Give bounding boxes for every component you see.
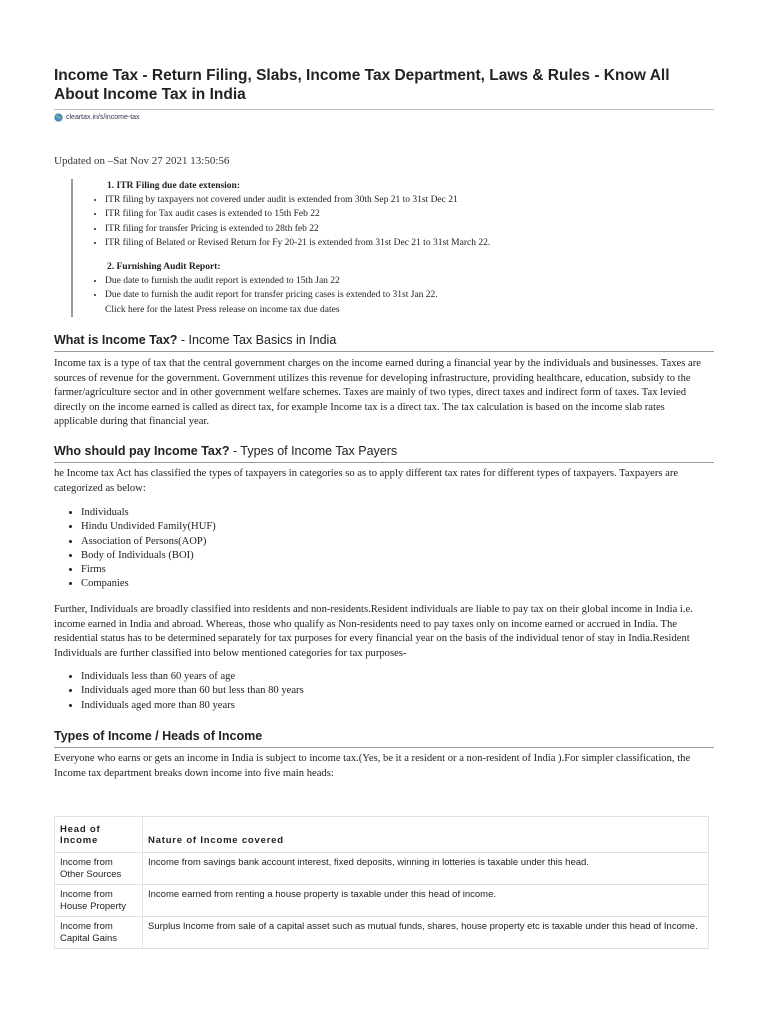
list-item: • Due date to furnish the audit report is extended to 15th Jan 22 (105, 274, 731, 288)
page-title: Income Tax - Return Filing, Slabs, Income Tax Department, Laws & Rules - Know All About Income Tax in India (54, 67, 670, 103)
source-link[interactable] (54, 113, 140, 122)
heading-main: What is Income Tax? (54, 333, 178, 347)
list-item: • ITR filing by taxpayers not covered under audit is extended from 30th Sep 21 to 31st Dec 21 (105, 193, 731, 207)
residency-paragraph: Further, Individuals are broadly classified into residents and non-residents.Resident individuals are liable to pay tax on their global income in India i.e. income earned in India and abroad. Whereas, those who qualify as Non-residents need to pay taxes only on income earned or accrued in India. The residential status has to be determined separately for tax purposes for every financial year on the basis of the individual tenor of stay in India.Resident Individuals are further classified into below mentioned categories for tax purposes- (54, 604, 693, 659)
heading-main: Who should pay Income Tax? (54, 444, 230, 458)
list-item: • Individuals less than 60 years of age (81, 670, 304, 684)
who-paragraph: he Income tax Act has classified the types of taxpayers in categories so as to apply different tax rates for different types of taxpayers. Taxpayers are categorized as below: (54, 468, 679, 494)
notice-list-1 (91, 193, 731, 250)
section-heading-types (54, 729, 714, 748)
table-cell: Income from savings bank account interest, fixed deposits, winning in lotteries is taxable under this head. (143, 853, 709, 885)
column-header: Nature of Income covered (143, 817, 709, 853)
column-header: Head of Income (55, 817, 143, 853)
list-item: • Individuals (81, 506, 216, 520)
age-categories-list (54, 670, 304, 713)
list-item: • Firms (81, 563, 216, 577)
table-cell: Surplus Income from sale of a capital asset such as mutual funds, shares, house property etc is taxable under this head of Income. (143, 917, 709, 949)
list-item: • Due date to furnish the audit report for transfer pricing cases is extended to 31st Jan 22. (105, 288, 731, 302)
updated-timestamp: Updated on –Sat Nov 27 2021 13:50:56 (54, 155, 230, 167)
notice-list-2 (91, 274, 731, 302)
globe-icon (54, 113, 63, 122)
notice-heading-1: 1. ITR Filing due date extension: (107, 181, 241, 191)
table-row (55, 917, 709, 949)
source-link-text: cleartax.in/s/income-tax (66, 114, 140, 121)
due-date-notice (71, 179, 731, 317)
table-cell: Income from Other Sources (55, 853, 143, 885)
what-paragraph: Income tax is a type of tax that the central government charges on the income earned during a financial year by the individuals and businesses. Taxes are sources of revenue for the government. Government utilizes this revenue for developing infrastructure, providing healthcare, education, subsidy to the farmer/agriculture sector and in other government welfare schemes. Taxes are mainly of two types, direct taxes and indirect form of taxes. Tax levied directly on the income earned is called as direct tax, for example Income tax is a direct tax. The tax calculation is based on the income slab rates applicable during that financial year. (54, 358, 701, 427)
heading-main: Types of Income / Heads of Income (54, 729, 263, 743)
notice-heading-2: 2. Furnishing Audit Report: (107, 262, 221, 273)
list-item: • Association of Persons(AOP) (81, 535, 216, 549)
table-row (55, 885, 709, 917)
list-item: • Individuals aged more than 80 years (81, 699, 304, 713)
section-heading-what (54, 333, 714, 352)
heading-sub: - Income Tax Basics in India (177, 333, 337, 347)
section-heading-who (54, 444, 714, 463)
heading-sub: - Types of Income Tax Payers (229, 444, 398, 458)
press-release-link[interactable]: Click here for the latest Press release on income tax due dates (105, 304, 340, 315)
table-cell: Income earned from renting a house property is taxable under this head of income. (143, 885, 709, 917)
list-item: • ITR filing for Tax audit cases is extended to 15th Feb 22 (105, 207, 731, 221)
list-item: • Companies (81, 577, 216, 591)
types-paragraph: Everyone who earns or gets an income in India is subject to income tax.(Yes, be it a resident or a non-resident of India ).For simpler classification, the Income tax department breaks down income into five main heads: (54, 753, 691, 779)
list-item: • Hindu Undivided Family(HUF) (81, 520, 216, 534)
list-item: • Individuals aged more than 60 but less than 80 years (81, 684, 304, 698)
list-item: • ITR filing of Belated or Revised Return for Fy 20-21 is extended from 31st Dec 21 to 31st March 22. (105, 236, 731, 250)
table-header-row (55, 817, 709, 853)
table-cell: Income from Capital Gains (55, 917, 143, 949)
list-item: • ITR filing for transfer Pricing is extended to 28th feb 22 (105, 222, 731, 236)
list-item: • Body of Individuals (BOI) (81, 549, 216, 563)
title-divider (54, 109, 714, 110)
table-cell: Income from House Property (55, 885, 143, 917)
payer-types-list (54, 506, 216, 592)
income-heads-table (54, 816, 709, 949)
table-row (55, 853, 709, 885)
